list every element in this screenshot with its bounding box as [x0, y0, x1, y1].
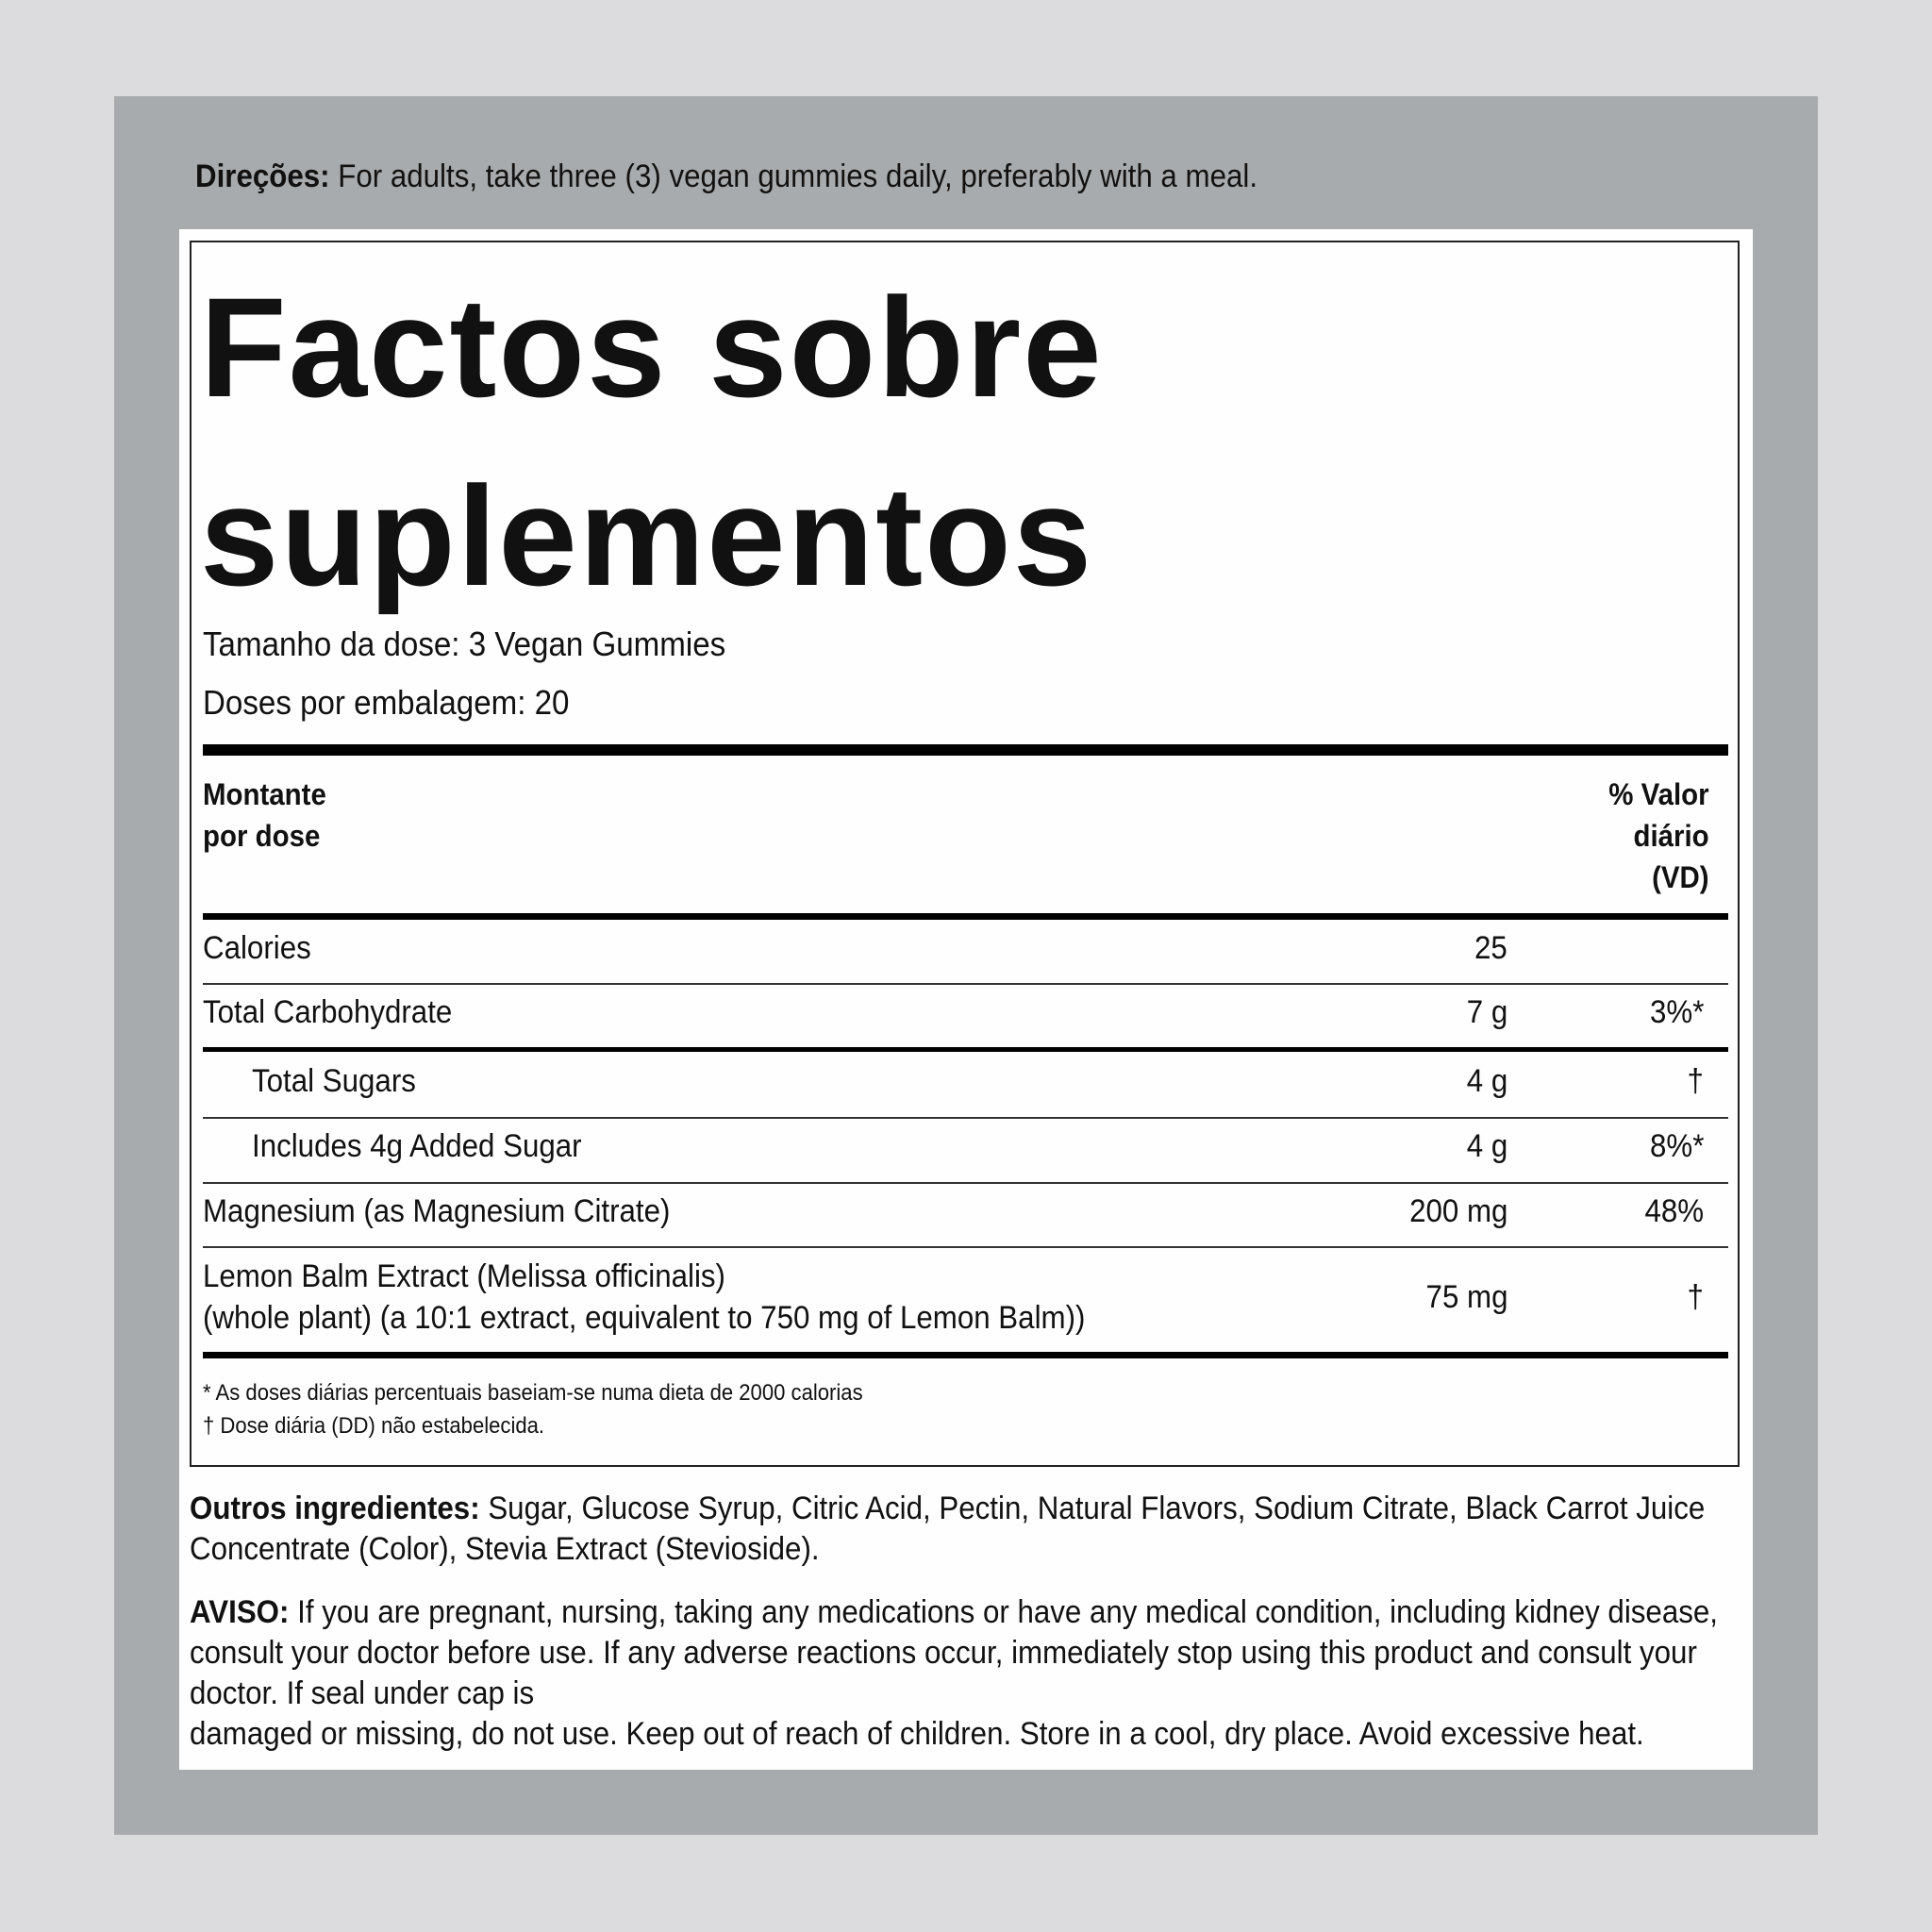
- warning-line1: [190, 1592, 1718, 1633]
- row-name: Lemon Balm Extract (Melissa officinalis): [203, 1258, 725, 1294]
- row-amount: 25: [1474, 930, 1507, 966]
- divider-thick-top: [203, 744, 1728, 756]
- row-name: Total Carbohydrate: [203, 994, 453, 1030]
- row-amount: 200 mg: [1408, 1193, 1507, 1229]
- divider-thin: [203, 983, 1728, 985]
- row-name: Magnesium (as Magnesium Citrate): [203, 1193, 671, 1229]
- row-dv: 3%*: [1649, 994, 1704, 1030]
- warning-line4: damaged or missing, do not use. Keep out of reach of children. Store in a cool, dry place. Avoid excessive heat.: [190, 1716, 1644, 1752]
- directions-text: [195, 158, 1257, 195]
- divider-thin: [203, 1117, 1728, 1119]
- header-dv-line3: (VD): [1652, 860, 1709, 894]
- header-amount-line2: por dose: [203, 819, 321, 853]
- row-name-line2: (whole plant) (a 10:1 extract, equivalent to 750 mg of Lemon Balm)): [203, 1300, 1086, 1336]
- divider-medium: [203, 1047, 1728, 1052]
- other-ingredients-text1: Sugar, Glucose Syrup, Citric Acid, Pectin, Natural Flavors, Sodium Citrate, Black Carrot Juice: [479, 1491, 1706, 1526]
- row-amount: 4 g: [1466, 1128, 1507, 1164]
- row-amount: 75 mg: [1425, 1279, 1507, 1315]
- header-daily-value: [1609, 774, 1709, 898]
- divider-medium-header: [203, 913, 1728, 920]
- other-ingredients: [190, 1489, 1737, 1570]
- header-amount-per-serving: [203, 774, 326, 857]
- warning-line2: consult your doctor before use. If any adverse reactions occur, immediately stop using this product and consult your: [190, 1635, 1697, 1671]
- warning-line3: doctor. If seal under cap is: [190, 1675, 535, 1711]
- footnote-not-established: † Dose diária (DD) não estabelecida.: [203, 1413, 545, 1439]
- row-name: Includes 4g Added Sugar: [252, 1128, 582, 1164]
- row-dv: †: [1687, 1063, 1704, 1099]
- table-row: [203, 991, 1707, 1033]
- row-name: Total Sugars: [252, 1063, 416, 1099]
- row-amount: 7 g: [1466, 994, 1507, 1030]
- row-dv: †: [1687, 1279, 1704, 1315]
- row-amount: 4 g: [1466, 1063, 1507, 1099]
- row-dv: 48%: [1644, 1193, 1704, 1229]
- warning-label: AVISO:: [190, 1594, 290, 1630]
- header-amount-line1: Montante: [203, 777, 326, 811]
- directions-label: Direções:: [195, 158, 330, 194]
- table-row: [203, 1125, 1707, 1167]
- table-row: [203, 927, 1707, 969]
- table-row: [203, 1256, 1707, 1339]
- header-dv-line1: % Valor: [1608, 777, 1709, 811]
- facts-title-line2: suplementos: [200, 457, 1094, 615]
- warning: [190, 1592, 1737, 1755]
- table-row: [203, 1060, 1707, 1102]
- table-row: [203, 1191, 1707, 1232]
- servings-per-container: Doses por embalagem: 20: [203, 683, 570, 722]
- warning-text1: If you are pregnant, nursing, taking any medications or have any medical condition, including kidney disease,: [289, 1594, 1718, 1630]
- other-ingredients-line2: Concentrate (Color), Stevia Extract (Stevioside).: [190, 1531, 820, 1567]
- directions-body: For adults, take three (3) vegan gummies daily, preferably with a meal.: [329, 158, 1258, 194]
- footnote-daily-values: * As doses diárias percentuais baseiam-se numa dieta de 2000 calorias: [203, 1380, 863, 1406]
- serving-size: Tamanho da dose: 3 Vegan Gummies: [203, 625, 726, 663]
- facts-title: [200, 253, 1104, 630]
- row-dv: 8%*: [1649, 1128, 1704, 1164]
- other-ingredients-line1: [190, 1489, 1706, 1529]
- divider-medium-bottom: [203, 1352, 1728, 1358]
- header-dv-line2: diário: [1633, 819, 1709, 853]
- divider-thin: [203, 1246, 1728, 1248]
- other-ingredients-label: Outros ingredientes:: [190, 1491, 480, 1526]
- divider-thin: [203, 1182, 1728, 1184]
- facts-title-line1: Factos sobre: [200, 268, 1104, 426]
- row-name: Calories: [203, 930, 311, 966]
